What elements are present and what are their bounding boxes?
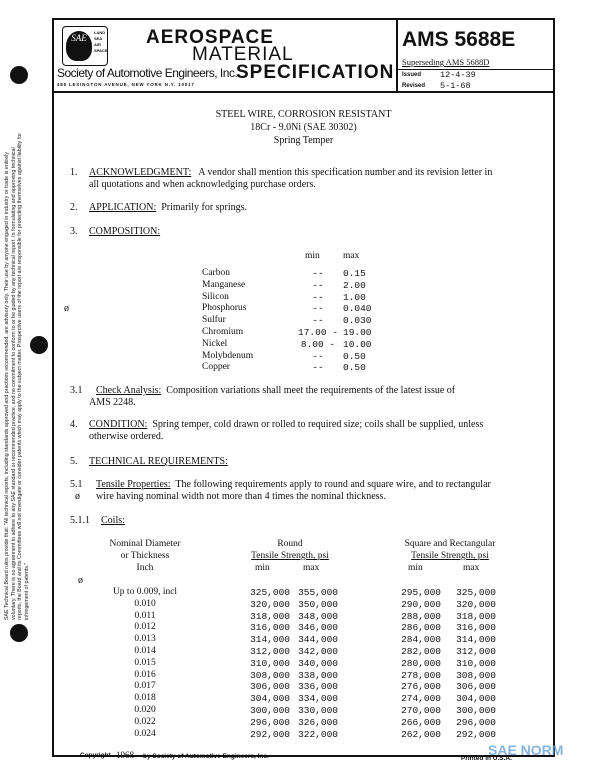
square-max: 314,000 [456, 634, 496, 646]
logo-text: SAE [71, 33, 87, 43]
section-text: A vendor shall mention this specification number and its revision letter in [198, 167, 493, 178]
composition-max: 0.030 [343, 315, 372, 327]
section-5-1 [70, 479, 491, 502]
coil-size: 0.011 [134, 610, 156, 621]
composition-max: 0.50 [343, 362, 366, 374]
change-mark: ø [64, 303, 69, 314]
square-min: 286,000 [401, 622, 441, 634]
section-number: 5.1 [70, 479, 83, 490]
composition-max: 2.00 [343, 279, 366, 291]
round-max: 338,000 [298, 669, 338, 681]
section-heading: Check Analysis: [96, 385, 162, 396]
title-line: 18Cr - 9.0Ni (SAE 30302) [250, 122, 357, 133]
round-min: 300,000 [250, 705, 290, 716]
round-min: 296,000 [250, 716, 290, 728]
header-text: Nominal Diameter [109, 539, 181, 549]
section-text: AMS 2248. [89, 397, 136, 408]
square-max: 316,000 [456, 622, 496, 634]
element-name: Carbon [202, 268, 230, 278]
issued-label: Issued [402, 72, 422, 78]
composition-min: -- [312, 303, 324, 315]
coil-size: Up to 0.009, incl [112, 587, 178, 597]
round-max: 350,000 [298, 598, 338, 610]
section-heading: CONDITION: [89, 419, 148, 430]
section-heading: Coils: [101, 515, 125, 526]
square-min: 276,000 [401, 681, 441, 693]
square-max: 296,000 [456, 716, 496, 728]
logo-word: AIR [94, 42, 101, 47]
header-text: Square and Rectangular [404, 539, 496, 549]
composition-min: -- [312, 279, 324, 291]
change-mark: ø [78, 575, 83, 586]
coil-size: 0.024 [134, 728, 156, 739]
square-min: 278,000 [401, 669, 441, 681]
section-4 [70, 419, 484, 442]
section-3-1 [70, 385, 456, 408]
section-text: wire having nominal width not more than 4 times the nominal thickness. [96, 491, 386, 502]
round-min: 292,000 [250, 728, 290, 740]
element-name: Silicon [202, 291, 229, 302]
composition-min: -- [312, 291, 324, 303]
copyright-holder: by Society of Automotive Engineers, Inc. [143, 753, 269, 760]
change-mark: ø [75, 491, 80, 502]
square-min: 288,000 [401, 610, 441, 622]
sae-logo [62, 26, 108, 66]
coil-size: 0.015 [134, 657, 156, 668]
square-max-header: max [463, 563, 480, 573]
round-max: 348,000 [298, 610, 338, 622]
title-material: MATERIAL [192, 44, 294, 65]
section-text: all quotations and when acknowledging purchase orders. [89, 179, 316, 190]
spec-number: AMS 5688E [402, 28, 516, 51]
composition-min: -- [312, 315, 324, 327]
header-text: or Thickness [120, 551, 170, 561]
section-number: 5.1.1 [70, 515, 90, 526]
coil-size: 0.020 [134, 705, 156, 715]
element-name: Copper [202, 362, 230, 373]
header-text: Round [277, 539, 303, 549]
round-max: 330,000 [298, 705, 338, 716]
element-name: Nickel [202, 338, 228, 349]
header-text: Tensile Strength, psi [411, 551, 489, 561]
composition-min: -- [312, 350, 324, 362]
square-min: 290,000 [401, 598, 441, 610]
round-min: 308,000 [250, 669, 290, 681]
title-line: STEEL WIRE, CORROSION RESISTANT [215, 109, 392, 120]
section-heading: Tensile Properties: [96, 479, 171, 490]
square-min: 282,000 [401, 646, 441, 657]
section-text: Spring temper, cold drawn or rolled to required size; coils shall be supplied, unless [152, 419, 484, 430]
title-line: Spring Temper [273, 135, 334, 146]
square-min: 274,000 [401, 693, 441, 705]
square-max: 312,000 [456, 646, 496, 657]
square-min: 295,000 [401, 587, 441, 598]
section-number: 3. [70, 226, 78, 237]
round-max: 322,000 [298, 728, 338, 740]
round-max: 346,000 [298, 622, 338, 634]
logo-words [94, 30, 107, 54]
coil-size: 0.022 [134, 716, 156, 727]
round-max: 344,000 [298, 634, 338, 646]
section-text: The following requirements apply to round and square wire, and to rectangular [175, 479, 491, 490]
square-max: 320,000 [456, 598, 496, 610]
issued-date: 12-4-39 [440, 70, 476, 80]
composition-max: 19.00 [343, 327, 372, 338]
section-number: 2. [70, 202, 78, 213]
section-3 [70, 226, 161, 237]
header-divider [396, 18, 398, 93]
element-name: Molybdenum [202, 350, 254, 361]
punch-hole [10, 66, 28, 84]
square-min: 270,000 [401, 705, 441, 716]
square-max: 308,000 [456, 669, 496, 681]
copyright-year: 1968 [116, 750, 134, 760]
section-number: 4. [70, 419, 78, 430]
element-name: Phosphorus [202, 303, 247, 314]
section-heading: ACKNOWLEDGMENT: [89, 167, 192, 178]
revised-label: Revised [402, 83, 426, 89]
square-min: 266,000 [401, 716, 441, 728]
square-min: 262,000 [401, 728, 441, 740]
composition-min: 17.00 - [298, 327, 338, 338]
coil-size: 0.012 [134, 622, 156, 633]
composition-max: 10.00 [343, 338, 372, 350]
coils-col-diameter [95, 538, 195, 574]
punch-hole [10, 624, 28, 642]
round-max: 334,000 [298, 693, 338, 705]
round-max: 355,000 [298, 587, 338, 598]
logo-word: SEA [94, 36, 103, 41]
coil-size: 0.010 [134, 598, 156, 609]
coils-col-round [240, 538, 340, 562]
composition-min: -- [312, 268, 324, 279]
composition-max: 0.040 [343, 303, 372, 315]
round-min: 310,000 [250, 657, 290, 669]
round-max: 342,000 [298, 646, 338, 657]
square-min: 280,000 [401, 657, 441, 669]
round-min: 314,000 [250, 634, 290, 646]
composition-max: 0.50 [343, 350, 366, 362]
section-text: otherwise ordered. [89, 431, 164, 442]
round-min: 318,000 [250, 610, 290, 622]
logo-word: SPACE [94, 48, 108, 53]
composition-min: 8.00 - [300, 338, 336, 350]
composition-min: -- [312, 362, 324, 374]
square-min-header: min [408, 563, 423, 573]
header-text: Tensile Strength, psi [251, 551, 329, 561]
sidebar-notice: SAE Technical Board rules provide that: "All technical reports, including standards approved and practices recommended, are advisory only. Their use by anyone engaged in industry or trade is entirely voluntary. There is no agreement to adhere to any SAE standard or recommended practice, and no commitment to conform to or be guided by any technical report. In formulating and approving technical reports, the Board and its Committees will not investigate or consider patents which may apply to the subject matter. Prospective users of the report are responsible for protecting themselves against liability for infringement of patents." [4, 133, 30, 620]
watermark: SAE NORM [488, 742, 564, 758]
section-number: 3.1 [70, 385, 83, 396]
section-heading: APPLICATION: [89, 202, 157, 213]
composition-max: 1.00 [343, 291, 366, 303]
coil-size: 0.013 [134, 634, 156, 645]
section-text: Primarily for springs. [161, 202, 248, 213]
square-max: 300,000 [456, 705, 496, 716]
round-min: 312,000 [250, 646, 290, 657]
logo-word: LAND [94, 30, 106, 35]
round-min: 316,000 [250, 622, 290, 634]
coil-size: 0.016 [134, 669, 156, 680]
section-2 [70, 202, 248, 213]
square-max: 318,000 [456, 610, 496, 622]
superseding: Superseding AMS 5688D [402, 57, 490, 67]
title-specification: SPECIFICATION [236, 62, 395, 83]
round-min: 304,000 [250, 693, 290, 705]
section-5-1-1 [70, 515, 125, 526]
round-min: 325,000 [250, 587, 290, 598]
society-name: Society of Automotive Engineers, Inc. [57, 66, 238, 80]
round-max-header: max [303, 563, 320, 573]
header-text: Inch [136, 563, 154, 573]
round-max: 340,000 [298, 657, 338, 669]
section-text: Composition variations shall meet the requirements of the latest issue of [166, 385, 456, 396]
section-number: 1. [70, 167, 78, 178]
round-max: 336,000 [298, 681, 338, 693]
square-max: 292,000 [456, 728, 496, 740]
round-max: 326,000 [298, 716, 338, 728]
round-min-header: min [255, 563, 270, 573]
section-heading: TECHNICAL REQUIREMENTS: [89, 456, 228, 467]
header-rule [398, 69, 555, 70]
square-min: 284,000 [401, 634, 441, 646]
society-address: 485 LEXINGTON AVENUE, NEW YORK N.Y. 10017 [57, 82, 195, 87]
element-name: Chromium [202, 327, 244, 337]
document-title [52, 108, 555, 147]
coil-size: 0.018 [134, 693, 156, 704]
coils-col-square [390, 538, 510, 562]
copyright-label: Copyright [80, 752, 111, 759]
section-number: 5. [70, 456, 78, 467]
title-aerospace: AEROSPACE [146, 27, 274, 48]
coil-size: 0.017 [134, 681, 156, 692]
section-1 [70, 167, 493, 190]
composition-max: 0.15 [343, 268, 366, 279]
printed-in: Printed in U.S.A. [461, 755, 512, 762]
coil-size: 0.014 [134, 646, 156, 656]
element-name: Manganese [202, 279, 246, 290]
round-min: 306,000 [250, 681, 290, 693]
square-max: 304,000 [456, 693, 496, 705]
section-5 [70, 456, 228, 467]
round-min: 320,000 [250, 598, 290, 610]
section-heading: COMPOSITION: [89, 226, 161, 237]
composition-max-header: max [343, 251, 360, 261]
square-max: 310,000 [456, 657, 496, 669]
square-max: 325,000 [456, 587, 496, 598]
revised-date: 5-1-68 [440, 81, 471, 91]
square-max: 306,000 [456, 681, 496, 693]
composition-min-header: min [305, 251, 320, 261]
sae-logo-emblem [66, 31, 92, 61]
element-name: Sulfur [202, 315, 226, 326]
